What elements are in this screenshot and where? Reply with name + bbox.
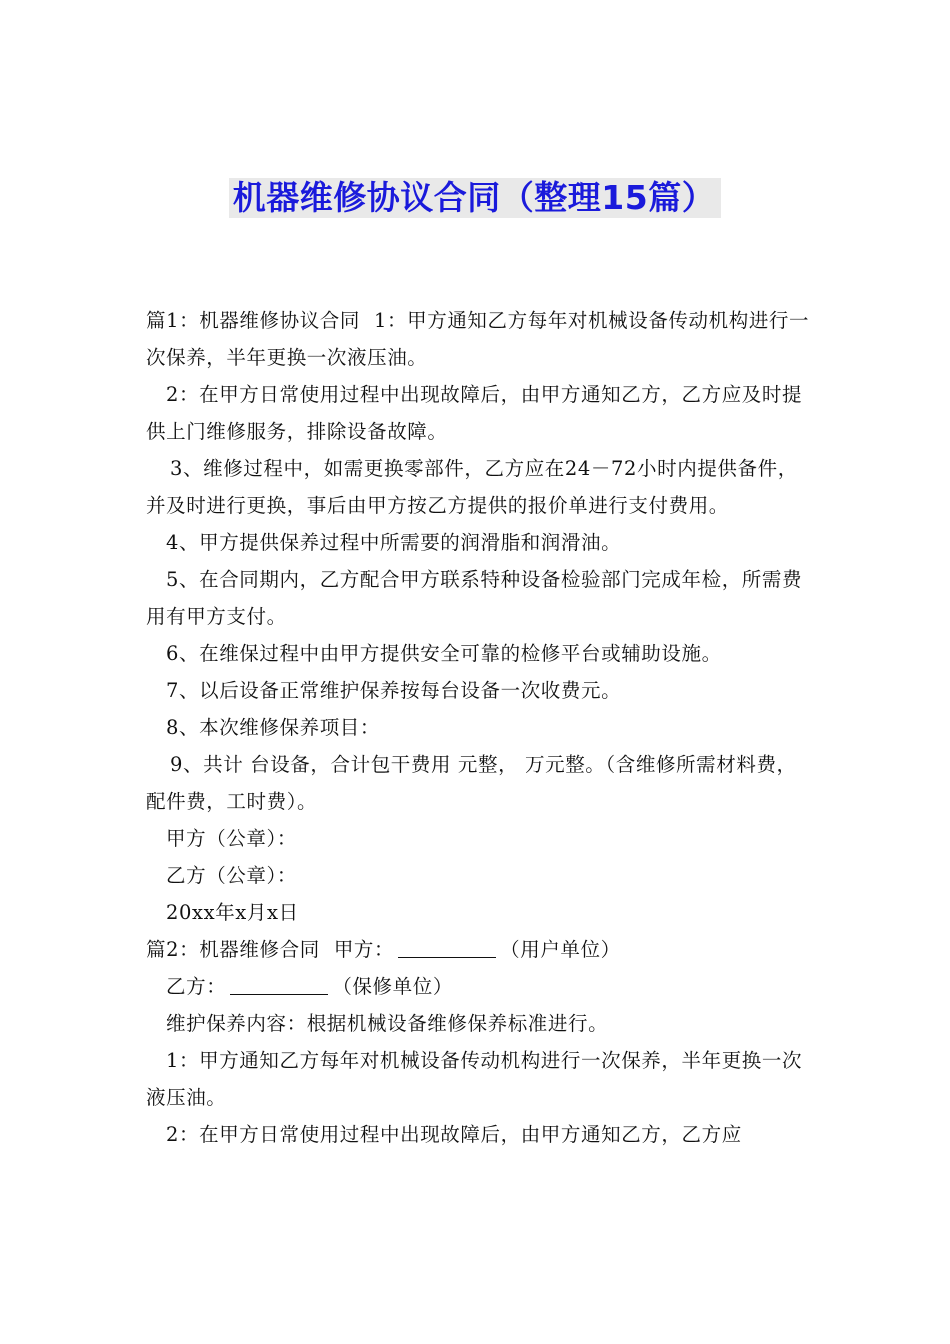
party-a-label: 甲方： (333, 938, 395, 961)
document-title: 机器维修协议合同（整理15篇） (229, 178, 721, 218)
maintenance-content: 维护保养内容：根据机械设备维修保养标准进行。 (166, 1012, 609, 1035)
party-b-label: 乙方： (166, 975, 227, 998)
paragraph-2: 2：在甲方日常使用过程中出现故障后，由甲方通知乙方，乙方应及时提供上门维修服务，排除设备故障。 (146, 383, 803, 443)
paragraph-1 (146, 302, 812, 376)
paragraph-9: 9、共计 台设备，合计包干费用 元整， 万元整。（含维修所需材料费，配件费，工时费）。 (146, 753, 797, 813)
party-a-note: （用户单位） (500, 938, 621, 961)
section-heading-2: 篇2：机器维修合同 (146, 938, 320, 961)
paragraph-section-2 (146, 931, 812, 968)
paragraph-8: 8、本次维修保养项目： (166, 716, 381, 739)
party-b-line (146, 968, 812, 1005)
paragraph-6: 6、在维保过程中由甲方提供安全可靠的检修平台或辅助设施。 (166, 642, 722, 665)
paragraph-5: 5、在合同期内，乙方配合甲方联系特种设备检验部门完成年检，所需费用有甲方支付。 (146, 568, 803, 628)
section-heading-1: 篇1：机器维修协议合同 (146, 309, 361, 332)
party-b-note: （保修单位） (332, 975, 453, 998)
paragraph-3: 3、维修过程中，如需更换零部件，乙方应在24－72小时内提供备件，并及时进行更换，事后由甲方按乙方提供的报价单进行支付费用。 (146, 457, 798, 517)
document-body (146, 302, 812, 1153)
title-area (0, 178, 950, 218)
date-line: 20xx年x月x日 (166, 901, 299, 924)
party-a-seal: 甲方（公章）： (166, 827, 297, 850)
paragraph-s2-1: 1：甲方通知乙方每年对机械设备传动机构进行一次保养，半年更换一次液压油。 (146, 1049, 803, 1109)
paragraph-7: 7、以后设备正常维护保养按每台设备一次收费元。 (166, 679, 622, 702)
party-a-blank (398, 935, 496, 958)
paragraph-4: 4、甲方提供保养过程中所需要的润滑脂和润滑油。 (166, 531, 622, 554)
party-b-seal: 乙方（公章）： (166, 864, 297, 887)
paragraph-s2-2: 2：在甲方日常使用过程中出现故障后，由甲方通知乙方，乙方应 (166, 1123, 742, 1146)
party-b-blank (230, 972, 328, 995)
clause-text: 1：甲方通知乙方每年对机械设备传动机构进行一次保养，半年更换一次液压油。 (146, 309, 810, 369)
